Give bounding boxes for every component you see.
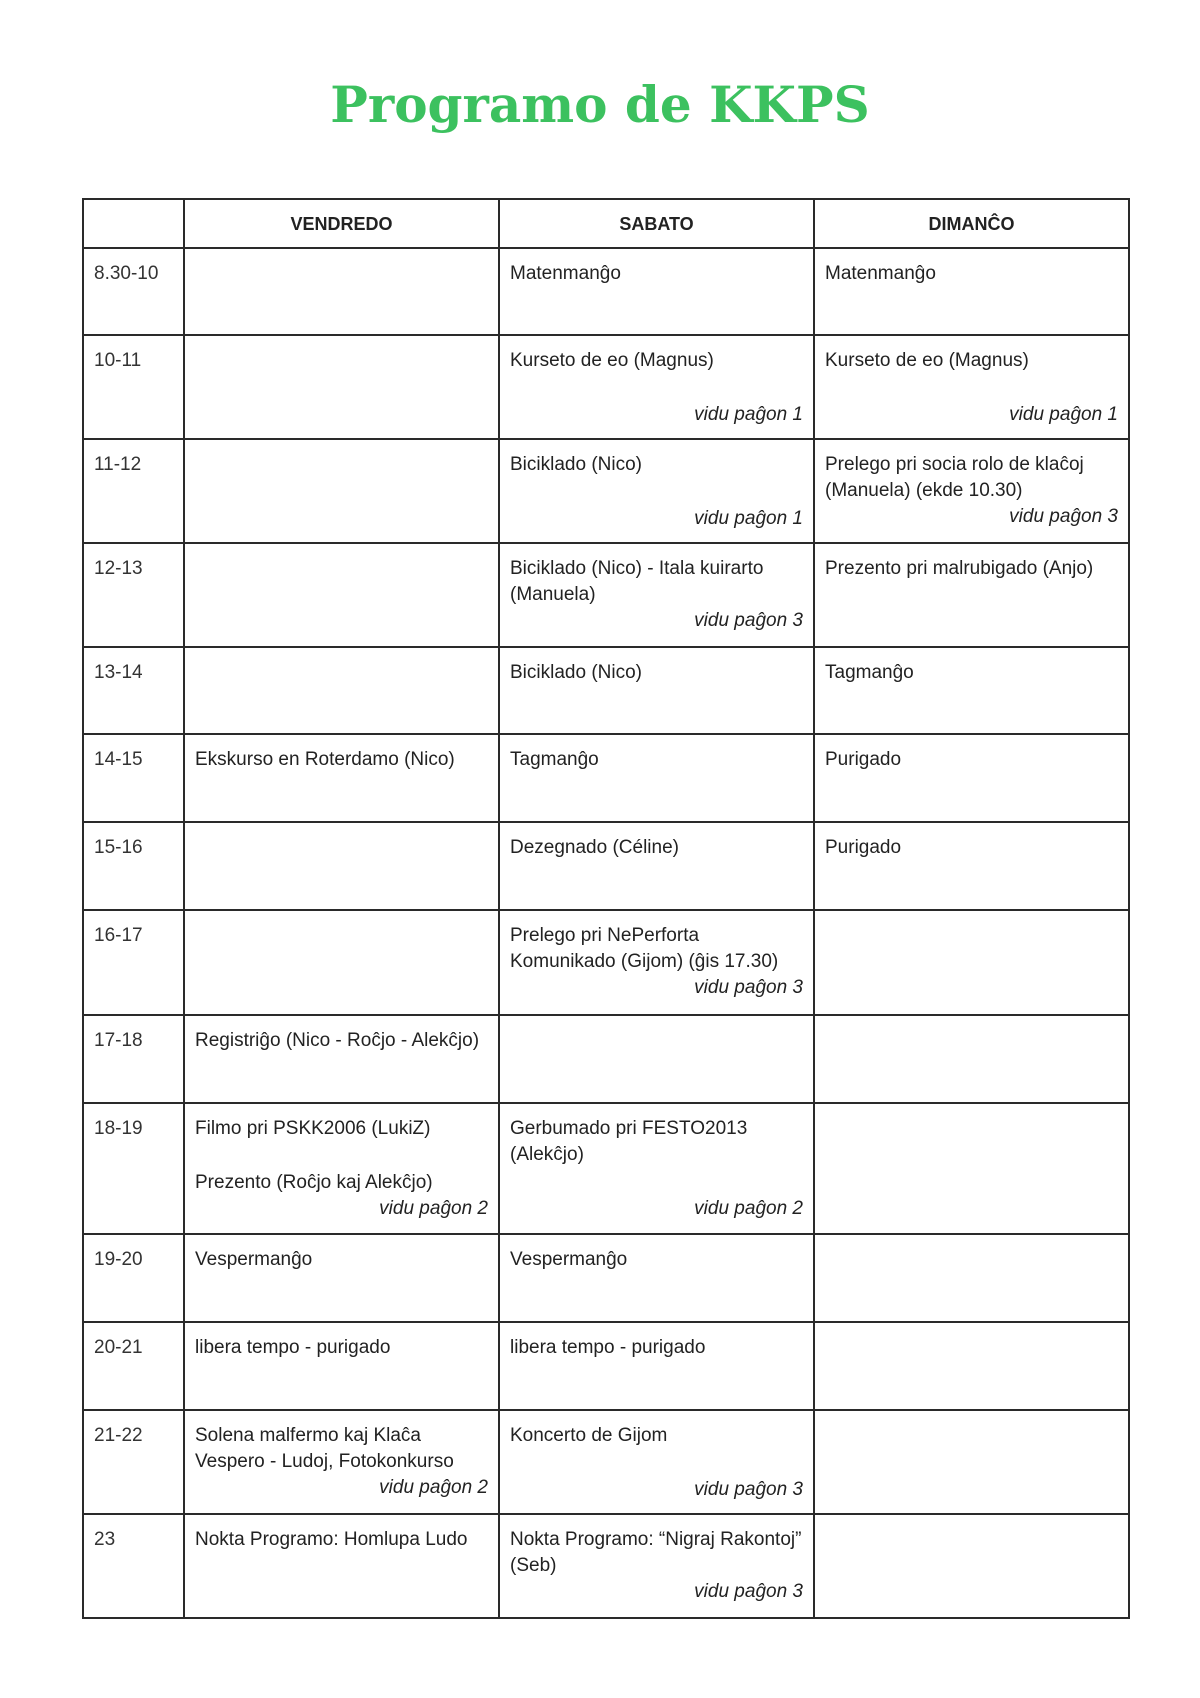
- cell-sunday: [814, 439, 1129, 543]
- table-row: [83, 734, 1129, 822]
- page-reference: vidu paĝon 2: [379, 1477, 488, 1498]
- time-slot: 19-20: [83, 1234, 184, 1322]
- page-reference: vidu paĝon 2: [379, 1198, 488, 1219]
- table-row: [83, 439, 1129, 543]
- event-text: Kurseto de eo (Magnus): [510, 350, 714, 371]
- cell-sunday: [814, 1103, 1129, 1234]
- cell-sunday: [814, 1234, 1129, 1322]
- cell-saturday: [499, 910, 814, 1015]
- program-table: [82, 198, 1130, 1619]
- cell-spacer: [510, 478, 803, 506]
- cell-saturday: [499, 734, 814, 822]
- page-reference: vidu paĝon 3: [694, 1581, 803, 1602]
- cell-friday: [184, 335, 499, 439]
- cell-saturday: [499, 1234, 814, 1322]
- page-reference: vidu paĝon 1: [694, 404, 803, 425]
- time-slot: 12-13: [83, 543, 184, 647]
- cell-friday: [184, 734, 499, 822]
- cell-saturday: [499, 1322, 814, 1410]
- cell-sunday: [814, 734, 1129, 822]
- cell-sunday: [814, 647, 1129, 734]
- event-text: Ekskurso en Roterdamo (Nico): [195, 749, 455, 770]
- table-row: [83, 335, 1129, 439]
- event-text: Biciklado (Nico) - Itala kuirarto (Manuela): [510, 558, 764, 605]
- time-slot: 18-19: [83, 1103, 184, 1234]
- event-text: Matenmanĝo: [510, 263, 621, 284]
- table-row: [83, 1322, 1129, 1410]
- time-slot: 17-18: [83, 1015, 184, 1103]
- table-row: [83, 1410, 1129, 1514]
- table-row: [83, 543, 1129, 647]
- event-text: Kurseto de eo (Magnus): [825, 350, 1029, 371]
- cell-saturday: [499, 248, 814, 335]
- cell-sunday: [814, 822, 1129, 910]
- time-slot: 11-12: [83, 439, 184, 543]
- cell-spacer: [195, 1142, 488, 1170]
- event-text: Nokta Programo: Homlupa Ludo: [195, 1529, 468, 1550]
- table-row: [83, 910, 1129, 1015]
- time-slot: 13-14: [83, 647, 184, 734]
- table-row: [83, 1234, 1129, 1322]
- event-text: libera tempo - purigado: [510, 1337, 706, 1358]
- cell-spacer: [510, 1168, 803, 1196]
- event-text: Solena malfermo kaj Klaĉa Vespero - Ludoj, Fotokonkurso: [195, 1425, 454, 1472]
- table-row: [83, 1514, 1129, 1618]
- page-title: Programo de KKPS: [330, 75, 870, 134]
- header-friday: VENDREDO: [184, 199, 499, 248]
- cell-saturday: [499, 1015, 814, 1103]
- event-text: Koncerto de Gijom: [510, 1425, 668, 1446]
- cell-sunday: [814, 910, 1129, 1015]
- cell-sunday: [814, 543, 1129, 647]
- cell-sunday: [814, 1514, 1129, 1618]
- time-slot: 14-15: [83, 734, 184, 822]
- event-text: Purigado: [825, 749, 902, 770]
- cell-saturday: [499, 543, 814, 647]
- time-slot: 21-22: [83, 1410, 184, 1514]
- event-text: Prelego pri NePerforta Komunikado (Gijom) (ĝis 17.30): [510, 925, 779, 972]
- cell-friday: [184, 439, 499, 543]
- table-row: [83, 647, 1129, 734]
- cell-friday: [184, 543, 499, 647]
- cell-spacer: [510, 1449, 803, 1477]
- event-text: Biciklado (Nico): [510, 662, 642, 683]
- cell-saturday: [499, 335, 814, 439]
- event-text: Gerbumado pri FESTO2013 (Alekĉjo): [510, 1118, 748, 1165]
- page-reference: vidu paĝon 3: [1009, 506, 1118, 527]
- cell-friday: [184, 822, 499, 910]
- page-reference: vidu paĝon 3: [694, 610, 803, 631]
- header-time: [83, 199, 184, 248]
- table-row: [83, 248, 1129, 335]
- cell-friday: [184, 1015, 499, 1103]
- time-slot: 16-17: [83, 910, 184, 1015]
- cell-sunday: [814, 248, 1129, 335]
- event-text: Vespermanĝo: [510, 1249, 628, 1270]
- time-slot: 10-11: [83, 335, 184, 439]
- cell-saturday: [499, 1103, 814, 1234]
- time-slot: 20-21: [83, 1322, 184, 1410]
- time-slot: 8.30-10: [83, 248, 184, 335]
- time-slot: 23: [83, 1514, 184, 1618]
- header-row: [83, 199, 1129, 248]
- header-sunday: DIMANĈO: [814, 199, 1129, 248]
- page-reference: vidu paĝon 3: [694, 1479, 803, 1500]
- cell-friday: [184, 1234, 499, 1322]
- event-text: Purigado: [825, 837, 902, 858]
- cell-sunday: [814, 1322, 1129, 1410]
- table-row: [83, 822, 1129, 910]
- cell-spacer: [825, 374, 1118, 402]
- event-text: Tagmanĝo: [510, 749, 599, 770]
- cell-friday: [184, 1322, 499, 1410]
- event-text: Vespermanĝo: [195, 1249, 313, 1270]
- event-text: Prezento (Roĉjo kaj Alekĉjo): [195, 1172, 433, 1193]
- event-text: Matenmanĝo: [825, 263, 936, 284]
- cell-saturday: [499, 822, 814, 910]
- time-slot: 15-16: [83, 822, 184, 910]
- cell-saturday: [499, 439, 814, 543]
- cell-sunday: [814, 1015, 1129, 1103]
- page-reference: vidu paĝon 2: [694, 1198, 803, 1219]
- event-text: Biciklado (Nico): [510, 454, 642, 475]
- event-text: Dezegnado (Céline): [510, 837, 679, 858]
- cell-saturday: [499, 647, 814, 734]
- event-text: Prelego pri socia rolo de klaĉoj (Manuela) (ekde 10.30): [825, 454, 1084, 501]
- header-saturday: SABATO: [499, 199, 814, 248]
- cell-friday: [184, 910, 499, 1015]
- cell-spacer: [510, 374, 803, 402]
- event-text: Nokta Programo: “Nigraj Rakontoj” (Seb): [510, 1529, 802, 1576]
- cell-sunday: [814, 1410, 1129, 1514]
- cell-friday: [184, 647, 499, 734]
- table-row: [83, 1103, 1129, 1234]
- cell-friday: [184, 1103, 499, 1234]
- event-text: Tagmanĝo: [825, 662, 914, 683]
- table-row: [83, 1015, 1129, 1103]
- page-reference: vidu paĝon 1: [1009, 404, 1118, 425]
- cell-friday: [184, 248, 499, 335]
- page-reference: vidu paĝon 1: [694, 508, 803, 529]
- event-text: libera tempo - purigado: [195, 1337, 391, 1358]
- cell-saturday: [499, 1410, 814, 1514]
- event-text: Filmo pri PSKK2006 (LukiZ): [195, 1118, 431, 1139]
- event-text: Prezento pri malrubigado (Anjo): [825, 558, 1094, 579]
- event-text: Registriĝo (Nico - Roĉjo - Alekĉjo): [195, 1030, 480, 1051]
- page-reference: vidu paĝon 3: [694, 977, 803, 998]
- program-body: [83, 248, 1129, 1618]
- cell-saturday: [499, 1514, 814, 1618]
- cell-friday: [184, 1410, 499, 1514]
- cell-friday: [184, 1514, 499, 1618]
- cell-sunday: [814, 335, 1129, 439]
